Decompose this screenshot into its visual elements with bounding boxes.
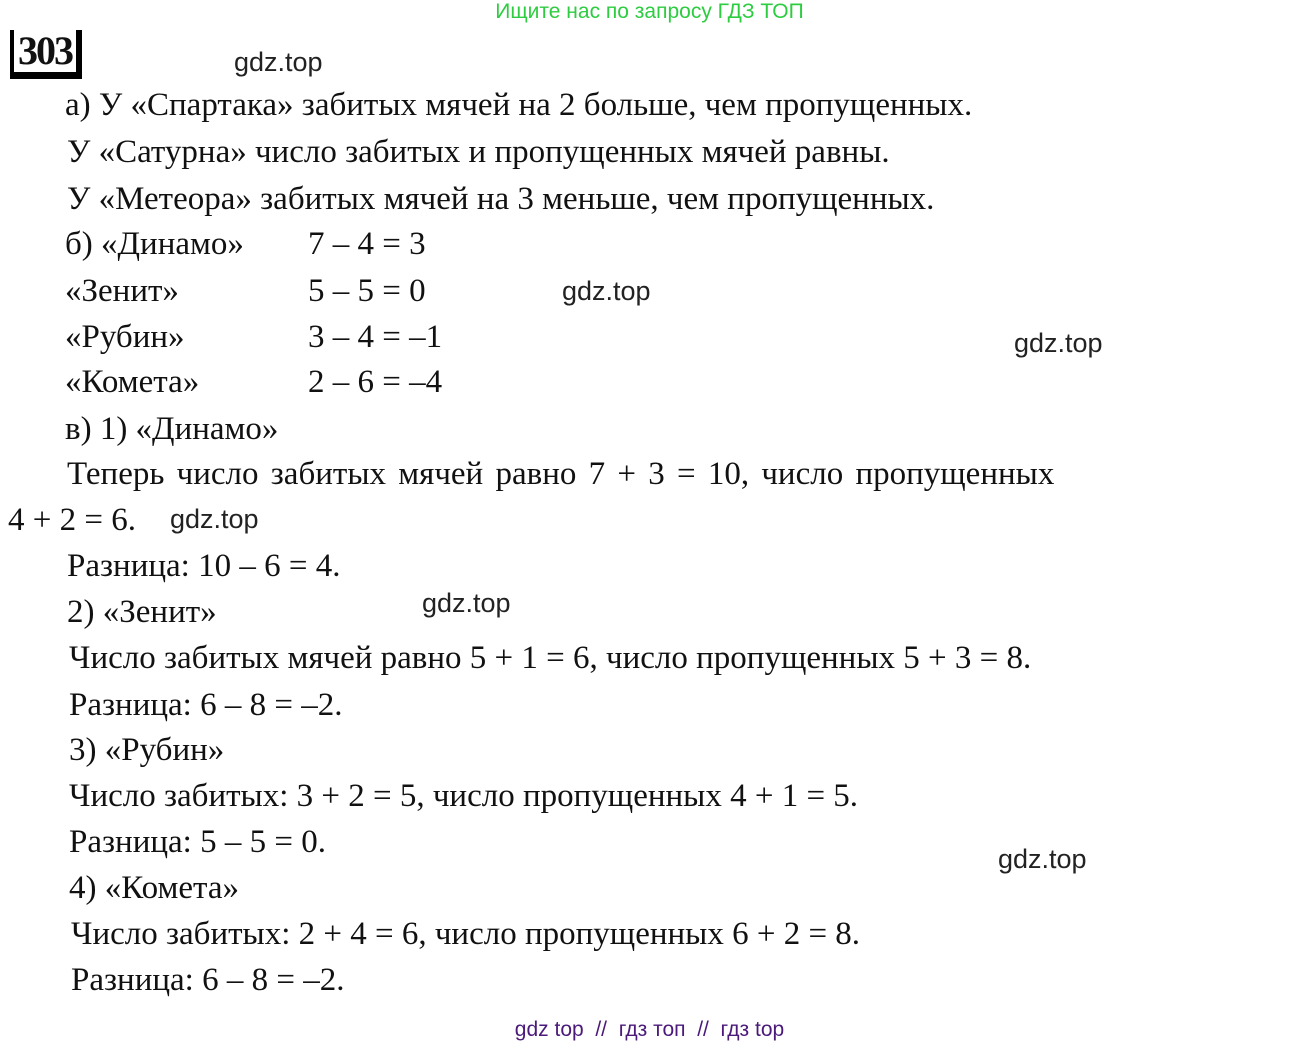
text-line: Разница: 10 – 6 = 4. [67, 548, 341, 584]
text-line: 4) «Комета» [69, 870, 239, 906]
task-number: 303 [10, 30, 82, 79]
watermark: gdz.top [170, 504, 259, 534]
text-line: Число забитых: 3 + 2 = 5, число пропущенных 4 + 1 = 5. [69, 778, 859, 814]
text-line: Разница: 5 – 5 = 0. [69, 824, 326, 860]
text-line: 4 + 2 = 6. [8, 502, 136, 538]
team-name: «Рубин» [65, 319, 185, 355]
team-equation: 7 – 4 = 3 [308, 226, 426, 262]
team-equation: 3 – 4 = –1 [308, 319, 443, 355]
text-line: Разница: 6 – 8 = –2. [69, 687, 343, 723]
team-equation: 5 – 5 = 0 [308, 273, 426, 309]
watermark: gdz.top [422, 588, 511, 618]
watermark: gdz.top [1014, 328, 1103, 358]
team-name: «Зенит» [65, 273, 179, 309]
team-equation: 2 – 6 = –4 [308, 364, 443, 400]
footer-links: gdz top // гдз топ // гдз top [514, 1018, 785, 1041]
text-line: 3) «Рубин» [69, 732, 225, 768]
text-line: У «Сатурна» число забитых и пропущенных мячей равны. [67, 134, 890, 170]
watermark: gdz.top [234, 47, 323, 77]
text-line: Разница: 6 – 8 = –2. [71, 962, 345, 998]
text-line: в) 1) «Динамо» [65, 411, 279, 447]
text-line: Число забитых: 2 + 4 = 6, число пропущенных 6 + 2 = 8. [71, 916, 861, 952]
text-line: а) У «Спартака» забитых мячей на 2 больше, чем пропущенных. [65, 87, 973, 123]
watermark: gdz.top [998, 844, 1087, 874]
team-name: «Комета» [65, 364, 200, 400]
text-line: Число забитых мячей равно 5 + 1 = 6, число пропущенных 5 + 3 = 8. [69, 640, 1032, 676]
team-name: б) «Динамо» [65, 226, 244, 262]
text-line: 2) «Зенит» [67, 594, 217, 630]
text-line: У «Метеора» забитых мячей на 3 меньше, чем пропущенных. [67, 181, 935, 217]
text-line: Теперь число забитых мячей равно 7 + 3 = 10, число пропущенных [67, 456, 1055, 492]
header-banner: Ищите нас по запросу ГДЗ ТОП [495, 0, 804, 23]
watermark: gdz.top [562, 276, 651, 306]
